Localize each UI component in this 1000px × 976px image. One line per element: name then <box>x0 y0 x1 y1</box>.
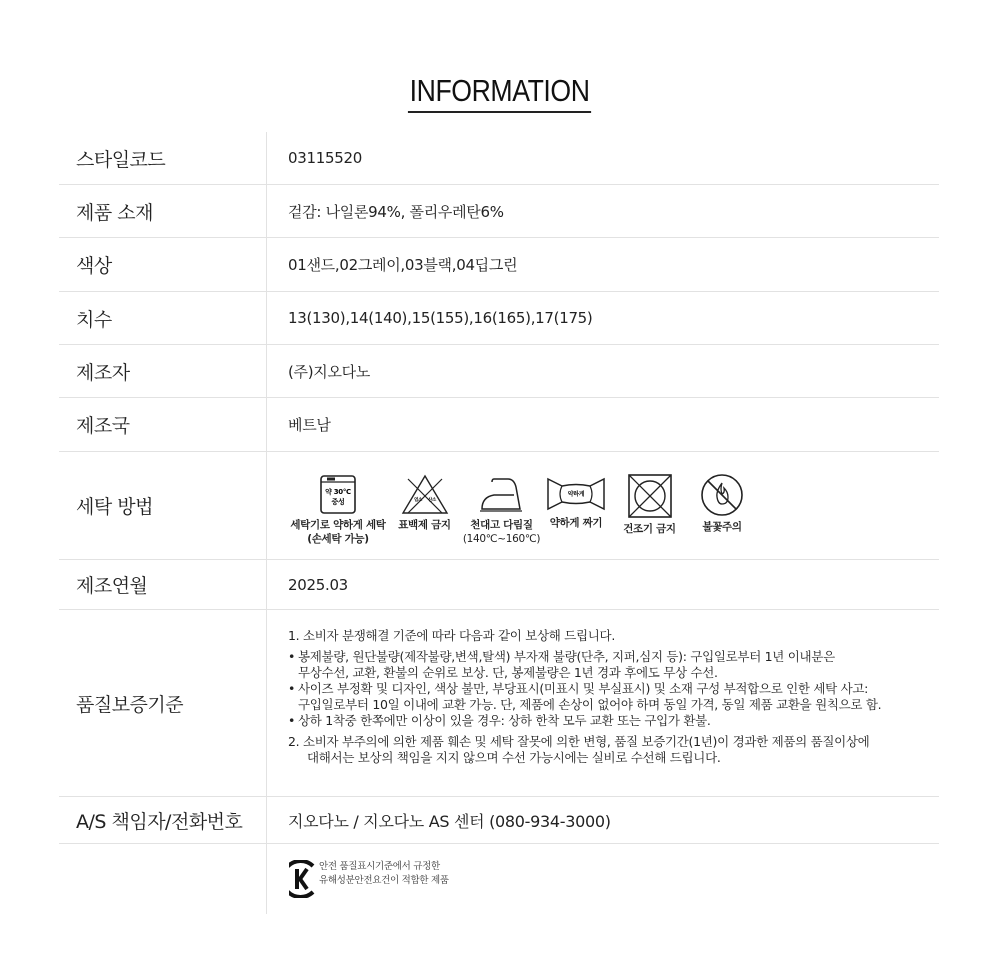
care-symbol-left: 염소 <box>413 498 422 503</box>
value-as: 지오다노 / 지오다노 AS 센터 (080-934-3000) <box>288 811 611 831</box>
care-label: 세탁기로 약하게 세탁 <box>290 519 386 531</box>
care-symbol-bottom: 중성 <box>331 498 345 506</box>
value-color: 01샌드,02그레이,03블랙,04딥그린 <box>288 256 518 274</box>
gentle-wring-icon <box>546 473 606 513</box>
value-maker: (주)지오다노 <box>288 362 371 381</box>
care-symbols <box>267 452 939 559</box>
row-color <box>59 238 939 292</box>
row-quality <box>59 610 939 797</box>
iron-icon <box>478 473 526 515</box>
label-maker: 제조자 <box>59 345 267 397</box>
care-label: 천대고 다림질 <box>470 519 533 531</box>
no-fire-icon <box>700 473 744 517</box>
kc-mark <box>267 844 939 914</box>
care-label: 불꽃주의 <box>702 521 742 533</box>
row-as <box>59 797 939 844</box>
no-bleach-icon <box>400 473 450 515</box>
label-material: 제품 소재 <box>59 185 267 237</box>
quality-bullet-1: • 봉제불량, 원단불량(제작불량,변색,탈색) 부자재 불량(단추, 지퍼,심지 등): 구입일로부터 1년 이내분은 무상수선, 교환, 환불의 순위로 보상. 단, 봉제불량은 1년 경과 후에도 무상 수선. <box>288 649 835 680</box>
row-kc <box>59 844 939 914</box>
care-label: 표백제 금지 <box>398 519 451 531</box>
care-item-gentle-wring <box>544 473 608 530</box>
value-country: 베트남 <box>288 416 331 434</box>
quality-item-2: 2. 소비자 부주의에 의한 제품 훼손 및 세탁 잘못에 의한 변형, 품질 보증기간(1년)이 경과한 제품의 품질이상에 대해서는 보상의 책임을 지지 않으며 수선 가능시에는 실비로 수선해 드립니다. <box>288 734 870 765</box>
care-symbol-center: 약하게 <box>567 491 585 498</box>
label-empty <box>59 844 267 914</box>
label-as: A/S 책임자/전화번호 <box>59 797 267 843</box>
row-washing <box>59 452 939 560</box>
care-item-iron <box>459 473 544 546</box>
care-label: 약하게 짜기 <box>549 517 603 529</box>
no-tumble-dry-icon <box>627 473 673 519</box>
value-size: 13(130),14(140),15(155),16(165),17(175) <box>288 309 593 327</box>
quality-bullet-2: • 사이즈 부정확 및 디자인, 색상 불만, 부당표시(미표시 및 부실표시) 및 소재 구성 부적합으로 인한 세탁 사고: 구입일로부터 10일 이내에 교환 가능. 단, 제품에 손상이 없어야 하며 동일 가격, 동일 제품 교환을 원칙으로 함. <box>288 681 882 712</box>
kc-logo-icon <box>289 860 315 898</box>
label-date: 제조연월 <box>59 560 267 609</box>
value-date: 2025.03 <box>288 575 348 594</box>
care-label: 건조기 금지 <box>623 523 676 535</box>
care-item-no-bleach <box>390 473 459 532</box>
hand-wash-30-icon <box>318 473 358 515</box>
label-country: 제조국 <box>59 398 267 451</box>
value-material: 겉감: 나일론94%, 폴리우레탄6% <box>288 202 504 221</box>
row-style-code <box>59 132 939 185</box>
care-label-sub: (손세탁 가능) <box>307 533 369 545</box>
row-material <box>59 185 939 238</box>
info-table <box>59 132 939 914</box>
quality-text <box>267 610 939 796</box>
label-style-code: 스타일코드 <box>59 132 267 184</box>
label-color: 색상 <box>59 238 267 291</box>
care-symbol-top: 약 30°C <box>325 488 351 496</box>
value-style-code: 03115520 <box>288 149 362 167</box>
page-title: INFORMATION <box>0 72 1000 113</box>
care-symbol-right: 산소 <box>427 498 436 503</box>
row-size <box>59 292 939 345</box>
quality-bullet-3: • 상하 1착중 한쪽에만 이상이 있을 경우: 상하 한착 모두 교환 또는 구입가 환불. <box>288 713 711 728</box>
care-label-sub: (140℃~160℃) <box>462 533 541 545</box>
label-size: 치수 <box>59 292 267 344</box>
label-washing: 세탁 방법 <box>59 452 267 559</box>
care-item-no-fire <box>691 473 753 534</box>
care-item-no-tumble-dry <box>608 473 691 536</box>
label-quality: 품질보증기준 <box>59 610 267 796</box>
row-country <box>59 398 939 452</box>
row-date <box>59 560 939 610</box>
care-item-hand-wash <box>286 473 390 546</box>
quality-item-1: 1. 소비자 분쟁해결 기준에 따라 다음과 같이 보상해 드립니다. <box>288 628 615 643</box>
row-maker <box>59 345 939 398</box>
kc-text: 안전 품질표시기준에서 규정한 유해성분안전요건이 적합한 제품 <box>319 861 449 886</box>
